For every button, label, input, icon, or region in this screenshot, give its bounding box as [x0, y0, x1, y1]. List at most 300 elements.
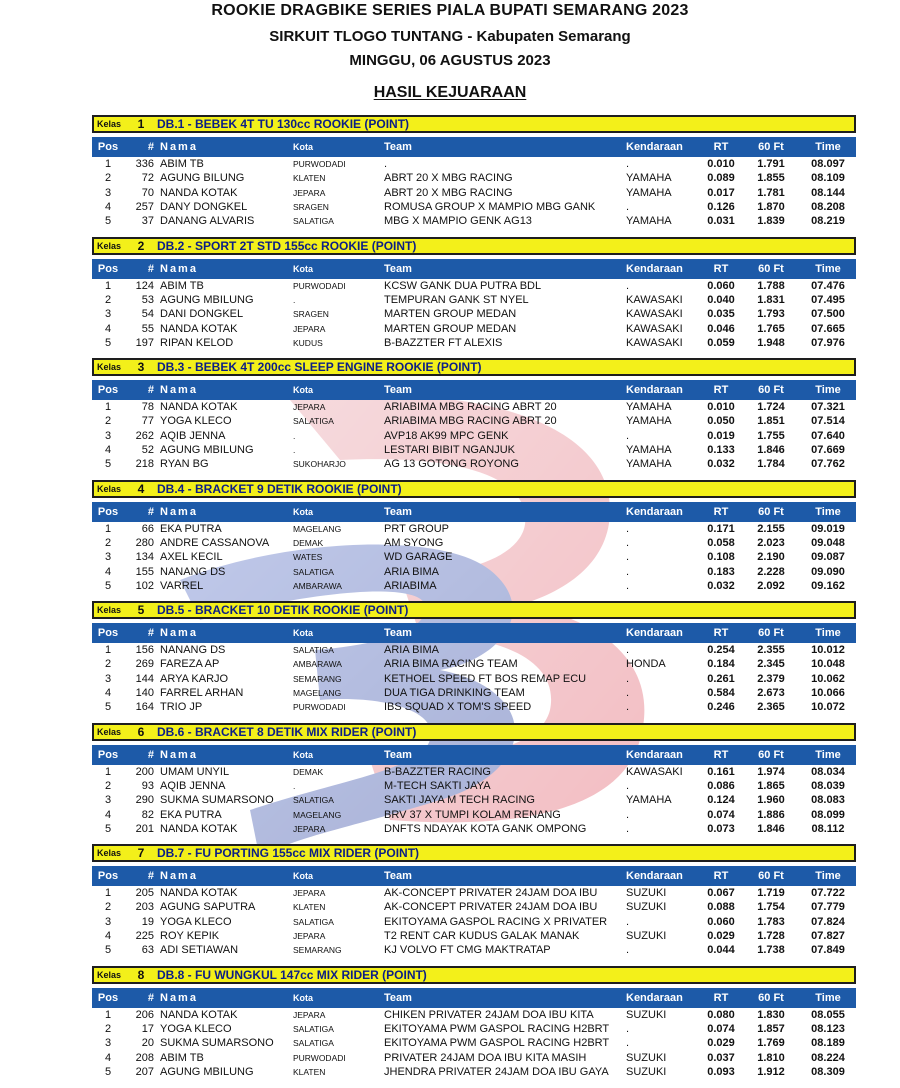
cell-kend: .	[626, 944, 630, 957]
column-header-team: Team	[384, 262, 412, 275]
column-header-team: Team	[384, 505, 412, 518]
class-bar	[92, 844, 856, 862]
column-header-kendaraan: Kendaraan	[626, 748, 683, 761]
cell-time: 08.083	[811, 794, 845, 807]
cell-kota: JEPARA	[293, 402, 326, 413]
cell-ft: 1.728	[757, 930, 785, 943]
column-header-time: Time	[815, 748, 841, 761]
result-row	[92, 779, 856, 793]
column-header-kendaraan: Kendaraan	[626, 141, 683, 153]
cell-team: IBS SQUAD X TOM'S SPEED	[384, 701, 532, 714]
cell-ft: 1.865	[757, 779, 785, 792]
cell-team: AK-CONCEPT PRIVATER 24JAM DOA IBU	[384, 901, 598, 914]
cell-ft: 2.379	[757, 672, 785, 685]
cell-kota: SALATIGA	[293, 216, 334, 227]
cell-num: 52	[141, 444, 154, 457]
cell-nama: RYAN BG	[160, 458, 209, 471]
cell-kend: .	[626, 915, 630, 928]
column-header-time: Time	[815, 141, 841, 153]
cell-team: .	[384, 158, 388, 171]
cell-ft: 1.781	[757, 186, 785, 199]
result-row	[92, 943, 856, 957]
result-row	[92, 1008, 856, 1022]
cell-team: PRT GROUP	[384, 522, 449, 535]
cell-num: 72	[141, 172, 154, 185]
column-header-ft: 60 Ft	[758, 870, 784, 882]
column-header-num: #	[147, 262, 154, 275]
class-section	[92, 966, 856, 1088]
cell-kend: .	[626, 522, 630, 535]
cell-kend: SUZUKI	[626, 901, 667, 914]
cell-kota: SALATIGA	[293, 645, 334, 656]
cell-num: 78	[141, 401, 154, 414]
table-header	[92, 623, 856, 643]
cell-num: 207	[135, 1065, 154, 1078]
cell-pos: 5	[104, 458, 112, 471]
cell-kota: MAGELANG	[293, 688, 342, 699]
cell-pos: 4	[104, 930, 112, 943]
cell-ft: 1.846	[757, 444, 785, 457]
cell-kota: SALATIGA	[293, 916, 334, 927]
cell-rt: 0.037	[707, 1051, 735, 1064]
cell-time: 08.039	[811, 779, 845, 792]
result-row	[92, 157, 856, 171]
cell-time: 07.824	[811, 915, 845, 928]
cell-team: PRIVATER 24JAM DOA IBU KITA MASIH	[384, 1051, 587, 1064]
column-header-ft: 60 Ft	[758, 141, 784, 153]
cell-kota: SEMARANG	[293, 673, 342, 684]
cell-time: 10.062	[811, 672, 845, 685]
class-bar	[92, 601, 856, 619]
cell-nama: NANDA KOTAK	[160, 822, 238, 835]
cell-time: 09.090	[811, 565, 845, 578]
cell-team: AK-CONCEPT PRIVATER 24JAM DOA IBU	[384, 887, 598, 900]
class-section	[92, 601, 856, 723]
class-bar	[92, 966, 856, 984]
cell-num: 290	[135, 794, 154, 807]
column-header-nama: Nama	[160, 748, 198, 761]
cell-time: 07.495	[811, 293, 845, 306]
column-header-team: Team	[384, 870, 412, 882]
cell-pos: 2	[104, 779, 112, 792]
cell-nama: EKA PUTRA	[160, 522, 222, 535]
class-section	[92, 844, 856, 966]
result-row	[92, 915, 856, 929]
cell-num: 140	[135, 687, 154, 700]
cell-ft: 2.092	[757, 579, 785, 592]
cell-time: 09.087	[811, 551, 845, 564]
result-row	[92, 1050, 856, 1064]
cell-nama: ROY KEPIK	[160, 930, 220, 943]
cell-ft: 2.355	[757, 644, 785, 657]
cell-time: 09.162	[811, 579, 845, 592]
cell-rt: 0.060	[707, 279, 735, 292]
cell-time: 08.219	[811, 215, 845, 228]
result-row	[92, 457, 856, 471]
result-row	[92, 522, 856, 536]
cell-ft: 1.769	[757, 1037, 785, 1050]
cell-kend: YAMAHA	[626, 186, 672, 199]
cell-num: 269	[135, 658, 154, 671]
cell-pos: 4	[104, 322, 112, 335]
cell-pos: 1	[104, 887, 112, 900]
cell-pos: 3	[104, 551, 112, 564]
cell-ft: 1.724	[757, 401, 785, 414]
cell-num: 20	[141, 1037, 154, 1050]
cell-kota: JEPARA	[293, 931, 326, 942]
column-header-kendaraan: Kendaraan	[626, 505, 683, 518]
cell-kend: KAWASAKI	[626, 322, 683, 335]
cell-pos: 2	[104, 172, 112, 185]
class-title: DB.8 - FU WUNGKUL 147cc MIX RIDER (POINT)	[157, 967, 427, 982]
cell-rt: 0.093	[707, 1065, 735, 1078]
class-number: 3	[137, 360, 145, 374]
column-header-rt: RT	[713, 262, 729, 275]
cell-nama: NANDA KOTAK	[160, 322, 238, 335]
cell-ft: 1.719	[757, 887, 785, 900]
cell-pos: 5	[104, 215, 112, 228]
cell-team: JHENDRA PRIVATER 24JAM DOA IBU GAYA	[384, 1065, 609, 1078]
result-row	[92, 1022, 856, 1036]
column-header-rt: RT	[713, 748, 729, 761]
cell-time: 08.208	[811, 201, 845, 214]
cell-nama: NANDA KOTAK	[160, 887, 238, 900]
result-row	[92, 293, 856, 307]
cell-team: MARTEN GROUP MEDAN	[384, 322, 517, 335]
column-header-kendaraan: Kendaraan	[626, 627, 683, 639]
cell-time: 07.762	[811, 458, 845, 471]
cell-num: 124	[135, 279, 154, 292]
cell-team: T2 RENT CAR KUDUS GALAK MANAK	[384, 930, 580, 943]
class-bar	[92, 237, 856, 255]
cell-nama: ANDRE CASSANOVA	[160, 536, 270, 549]
class-label: Kelas	[97, 605, 122, 615]
cell-team: MARTEN GROUP MEDAN	[384, 308, 517, 321]
cell-kota: SEMARANG	[293, 945, 342, 956]
result-row	[92, 200, 856, 214]
cell-kend: YAMAHA	[626, 794, 672, 807]
cell-ft: 1.960	[757, 794, 785, 807]
results-heading	[0, 84, 900, 102]
cell-nama: DANY DONGKEL	[160, 201, 248, 214]
cell-ft: 1.738	[757, 944, 785, 957]
cell-rt: 0.088	[707, 901, 735, 914]
cell-time: 07.500	[811, 308, 845, 321]
cell-kota: SRAGEN	[293, 202, 329, 213]
cell-kota: JEPARA	[293, 1009, 326, 1020]
column-header-nama: Nama	[160, 991, 198, 1004]
class-section	[92, 358, 856, 480]
class-title: DB.6 - BRACKET 8 DETIK MIX RIDER (POINT)	[157, 724, 417, 739]
cell-kend: .	[626, 579, 630, 592]
cell-time: 07.849	[811, 944, 845, 957]
cell-num: 164	[135, 701, 154, 714]
cell-kota: AMBARAWA	[293, 659, 342, 670]
result-row	[92, 186, 856, 200]
cell-pos: 1	[104, 1008, 112, 1021]
cell-kota: PURWODADI	[293, 1052, 346, 1063]
column-header-team: Team	[384, 991, 412, 1004]
cell-rt: 0.261	[707, 672, 735, 685]
column-header-pos: Pos	[97, 262, 119, 275]
cell-pos: 3	[104, 915, 112, 928]
cell-nama: ABIM TB	[160, 1051, 204, 1064]
table-header	[92, 745, 856, 765]
cell-kend: KAWASAKI	[626, 308, 683, 321]
cell-num: 70	[141, 186, 154, 199]
result-row	[92, 672, 856, 686]
column-header-kendaraan: Kendaraan	[626, 262, 683, 275]
column-header-pos: Pos	[97, 141, 119, 153]
cell-nama: NANDA KOTAK	[160, 186, 238, 199]
result-row	[92, 414, 856, 428]
cell-num: 203	[135, 901, 154, 914]
cell-num: 206	[135, 1008, 154, 1021]
cell-pos: 5	[104, 579, 112, 592]
cell-rt: 0.050	[707, 415, 735, 428]
cell-ft: 2.365	[757, 701, 785, 714]
cell-kend: .	[626, 644, 630, 657]
cell-num: 82	[141, 808, 154, 821]
cell-team: ARIABIMA MBG RACING ABRT 20	[384, 401, 557, 414]
cell-kend: YAMAHA	[626, 458, 672, 471]
cell-time: 10.012	[811, 644, 845, 657]
cell-team: DUA TIGA DRINKING TEAM	[384, 687, 525, 700]
cell-ft: 1.886	[757, 808, 785, 821]
cell-kend: YAMAHA	[626, 172, 672, 185]
cell-nama: ABIM TB	[160, 158, 204, 171]
table-header	[92, 866, 856, 886]
cell-time: 08.123	[811, 1022, 845, 1035]
class-title: DB.3 - BEBEK 4T 200cc SLEEP ENGINE ROOKIE (POINT)	[157, 360, 482, 374]
event-date: MINGGU, 06 AGUSTUS 2023	[349, 52, 551, 69]
cell-num: 63	[141, 944, 154, 957]
cell-time: 08.099	[811, 808, 845, 821]
cell-time: 08.109	[811, 172, 845, 185]
cell-kota: .	[293, 430, 296, 441]
column-header-pos: Pos	[97, 384, 119, 396]
result-row	[92, 765, 856, 779]
column-header-kota: Kota	[293, 992, 313, 1003]
cell-team: TEMPURAN GANK ST NYEL	[384, 293, 529, 306]
table-header	[92, 380, 856, 400]
cell-ft: 1.765	[757, 322, 785, 335]
result-row	[92, 214, 856, 228]
cell-num: 201	[135, 822, 154, 835]
column-header-time: Time	[815, 262, 841, 275]
cell-ft: 2.190	[757, 551, 785, 564]
cell-pos: 1	[104, 644, 112, 657]
cell-kend: .	[626, 701, 630, 714]
column-header-kendaraan: Kendaraan	[626, 991, 683, 1004]
column-header-pos: Pos	[97, 748, 119, 761]
cell-nama: YOGA KLECO	[160, 415, 232, 428]
class-label: Kelas	[97, 726, 122, 737]
cell-kota: AMBARAWA	[293, 580, 342, 591]
cell-rt: 0.035	[707, 308, 735, 321]
column-header-team: Team	[384, 384, 412, 396]
cell-num: 225	[135, 930, 154, 943]
result-row	[92, 429, 856, 443]
cell-num: 93	[141, 779, 154, 792]
class-label: Kelas	[97, 969, 122, 980]
cell-kota: SRAGEN	[293, 309, 329, 320]
cell-team: AG 13 GOTONG ROYONG	[384, 458, 519, 471]
result-row	[92, 550, 856, 564]
cell-kend: KAWASAKI	[626, 336, 683, 349]
cell-pos: 4	[104, 565, 112, 578]
cell-team: SAKTI JAYA M TECH RACING	[384, 794, 535, 807]
column-header-kota: Kota	[293, 263, 313, 274]
cell-kend: .	[626, 808, 630, 821]
cell-rt: 0.184	[707, 658, 735, 671]
cell-num: 200	[135, 765, 154, 778]
cell-team: ABRT 20 X MBG RACING	[384, 172, 513, 185]
cell-nama: TRIO JP	[160, 701, 203, 714]
cell-nama: AGUNG SAPUTRA	[160, 901, 256, 914]
cell-rt: 0.060	[707, 915, 735, 928]
cell-pos: 1	[104, 765, 112, 778]
cell-kota: DEMAK	[293, 537, 324, 548]
results-sections	[92, 115, 856, 1087]
column-header-team: Team	[384, 748, 412, 761]
cell-ft: 2.228	[757, 565, 785, 578]
cell-kend: .	[626, 1022, 630, 1035]
cell-pos: 1	[104, 279, 112, 292]
cell-rt: 0.058	[707, 536, 735, 549]
cell-num: 257	[135, 201, 154, 214]
cell-kend: SUZUKI	[626, 930, 667, 943]
cell-rt: 0.059	[707, 336, 735, 349]
cell-pos: 5	[104, 822, 112, 835]
cell-team: MBG X MAMPIO GENK AG13	[384, 215, 532, 228]
class-label: Kelas	[97, 848, 122, 858]
cell-nama: UMAM UNYIL	[160, 765, 230, 778]
cell-rt: 0.046	[707, 322, 735, 335]
result-row	[92, 336, 856, 350]
cell-kend: .	[626, 536, 630, 549]
column-header-rt: RT	[713, 627, 729, 639]
cell-time: 09.048	[811, 536, 845, 549]
result-row	[92, 643, 856, 657]
cell-ft: 1.855	[757, 172, 785, 185]
cell-kend: YAMAHA	[626, 401, 672, 414]
column-header-time: Time	[815, 870, 841, 882]
result-row	[92, 929, 856, 943]
column-header-kendaraan: Kendaraan	[626, 384, 683, 396]
cell-pos: 5	[104, 701, 112, 714]
cell-time: 10.048	[811, 658, 845, 671]
cell-team: EKITOYAMA GASPOL RACING X PRIVATER	[384, 915, 608, 928]
cell-kend: .	[626, 158, 630, 171]
column-header-kota: Kota	[293, 506, 313, 517]
cell-nama: ABIM TB	[160, 279, 204, 292]
cell-kend: .	[626, 551, 630, 564]
cell-nama: DANANG ALVARIS	[160, 215, 255, 228]
result-row	[92, 321, 856, 335]
column-header-num: #	[147, 141, 154, 153]
cell-num: 155	[135, 565, 154, 578]
table-header	[92, 988, 856, 1008]
cell-nama: NANDA KOTAK	[160, 1008, 238, 1021]
cell-rt: 0.074	[707, 1022, 735, 1035]
result-row	[92, 307, 856, 321]
cell-kota: .	[293, 780, 296, 791]
cell-time: 07.640	[811, 429, 845, 442]
column-header-rt: RT	[713, 384, 729, 396]
cell-time: 07.321	[811, 401, 845, 414]
column-header-ft: 60 Ft	[758, 262, 784, 275]
cell-time: 09.019	[811, 522, 845, 535]
cell-kend: KAWASAKI	[626, 293, 683, 306]
column-header-num: #	[147, 384, 154, 396]
cell-kota: JEPARA	[293, 823, 326, 834]
cell-time: 07.665	[811, 322, 845, 335]
cell-num: 144	[135, 672, 154, 685]
result-row	[92, 900, 856, 914]
cell-kota: PURWODADI	[293, 280, 346, 291]
class-number: 5	[137, 603, 145, 617]
cell-team: M-TECH SAKTI JAYA	[384, 779, 491, 792]
cell-kend: .	[626, 672, 630, 685]
result-row	[92, 793, 856, 807]
cell-kend: SUZUKI	[626, 1008, 667, 1021]
cell-ft: 1.870	[757, 201, 785, 214]
result-row	[92, 822, 856, 836]
cell-ft: 1.974	[757, 765, 785, 778]
cell-team: ARIABIMA	[384, 579, 437, 592]
cell-num: 205	[135, 887, 154, 900]
class-label: Kelas	[97, 362, 122, 372]
cell-team: B-BAZZTER RACING	[384, 765, 491, 778]
cell-rt: 0.029	[707, 930, 735, 943]
class-number: 8	[137, 967, 145, 982]
cell-kend: .	[626, 822, 630, 835]
cell-kend: SUZUKI	[626, 1051, 667, 1064]
column-header-time: Time	[815, 505, 841, 518]
column-header-ft: 60 Ft	[758, 748, 784, 761]
table-header	[92, 259, 856, 279]
class-title: DB.5 - BRACKET 10 DETIK ROOKIE (POINT)	[157, 603, 409, 617]
cell-pos: 3	[104, 672, 112, 685]
column-header-kota: Kota	[293, 142, 313, 152]
cell-pos: 5	[104, 336, 112, 349]
cell-ft: 1.839	[757, 215, 785, 228]
result-row	[92, 579, 856, 593]
cell-team: EKITOYAMA PWM GASPOL RACING H2BRT	[384, 1037, 610, 1050]
cell-nama: VARREL	[160, 579, 204, 592]
cell-rt: 0.074	[707, 808, 735, 821]
cell-kota: PURWODADI	[293, 159, 346, 170]
cell-time: 07.514	[811, 415, 845, 428]
cell-time: 07.976	[811, 336, 845, 349]
cell-kend: YAMAHA	[626, 415, 672, 428]
cell-time: 08.144	[811, 186, 845, 199]
cell-num: 218	[135, 458, 154, 471]
cell-nama: NANANG DS	[160, 644, 226, 657]
cell-kota: SALATIGA	[293, 795, 334, 806]
column-header-nama: Nama	[160, 870, 198, 882]
result-row	[92, 686, 856, 700]
cell-nama: AGUNG MBILUNG	[160, 293, 254, 306]
class-bar	[92, 480, 856, 498]
cell-kend: .	[626, 279, 630, 292]
column-header-kota: Kota	[293, 871, 313, 881]
cell-num: 77	[141, 415, 154, 428]
cell-time: 10.066	[811, 687, 845, 700]
cell-kota: SALATIGA	[293, 416, 334, 427]
cell-nama: AXEL KECIL	[160, 551, 223, 564]
